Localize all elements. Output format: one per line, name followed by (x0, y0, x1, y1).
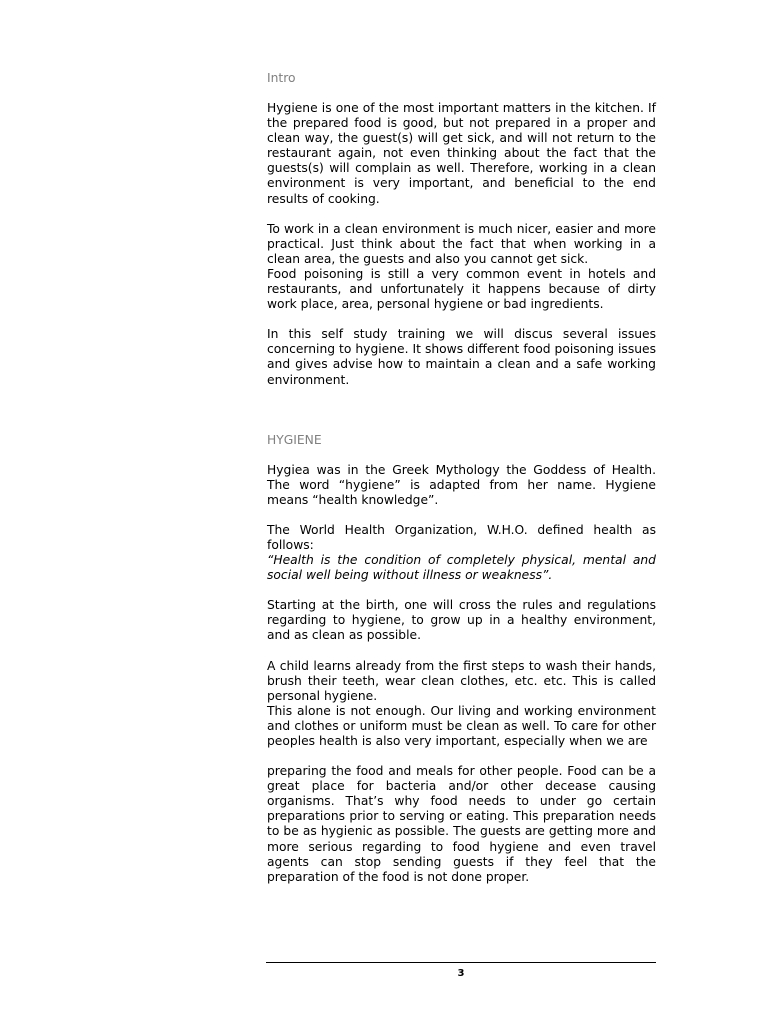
page-number: 3 (457, 968, 465, 979)
hygiene-paragraph-1: Hygiea was in the Greek Mythology the Goddess of Health. The word “hygiene” is adapted from her name. Hygiene means “health knowledge”. (267, 462, 656, 507)
who-health-definition-quote: “Health is the condition of completely physical, mental and social well being without illness or weakness”. (267, 553, 656, 583)
page-content (267, 71, 656, 885)
hygiene-paragraph-6: preparing the food and meals for other people. Food can be a great place for bacteria and/or other decease causing organisms. That’s why food needs to under go certain preparations prior to serving or eating. This preparation needs to be as hygienic as possible. The guests are getting more and more serious regarding to food hygiene and even travel agents can stop sending guests if they feel that the preparation of the food is not done proper. (267, 764, 656, 884)
hygiene-paragraph-5: This alone is not enough. Our living and working environment and clothes or uniform must be clean as well. To care for other peoples health is also very important, especially when we are (267, 703, 656, 748)
intro-paragraph-3: Food poisoning is still a very common event in hotels and restaurants, and unfortunately it happens because of dirty work place, area, personal hygiene or bad ingredients. (267, 266, 656, 312)
intro-paragraph-4: In this self study training we will discus several issues concerning to hygiene. It shows different food poisoning issues and gives advise how to maintain a clean and a safe working environment. (267, 327, 656, 387)
hygiene-paragraph-4: A child learns already from the first steps to wash their hands, brush their teeth, wear clean clothes, etc. etc. This is called personal hygiene. (267, 658, 656, 703)
hygiene-paragraph-3: Starting at the birth, one will cross the rules and regulations regarding to hygiene, to grow up in a healthy environment, and as clean as possible. (267, 598, 656, 643)
hygiene-heading: HYGIENE (267, 432, 322, 447)
intro-paragraph-2: To work in a clean environment is much nicer, easier and more practical. Just think about the fact that when working in a clean area, the guests and also you cannot get sick. (267, 221, 656, 266)
hygiene-paragraph-2: The World Health Organization, W.H.O. defined health as follows: (267, 522, 656, 552)
intro-paragraph-1: Hygiene is one of the most important matters in the kitchen. If the prepared food is good, but not prepared in a proper and clean way, the guest(s) will get sick, and will not return to the restaurant again, not even thinking about the fact that the guests(s) will complain as well. Therefore, working in a clean environment is very important, and beneficial to the end results of cooking. (267, 101, 656, 206)
intro-heading: Intro (267, 71, 296, 85)
footer-divider (266, 962, 656, 963)
